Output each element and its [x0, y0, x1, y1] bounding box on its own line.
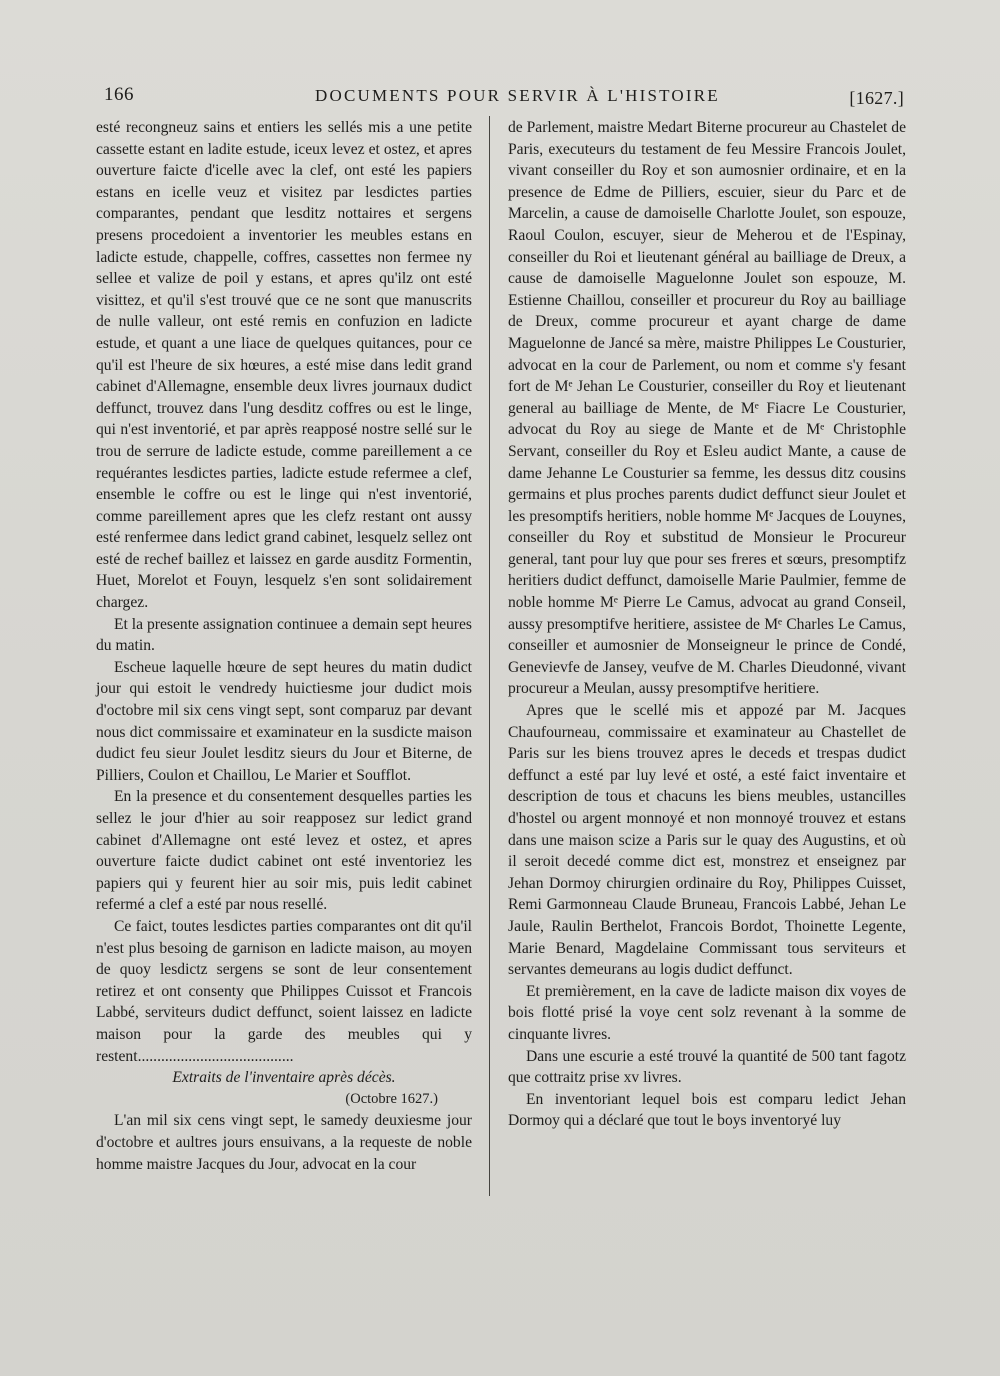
paragraph: Escheue laquelle hœure de sept heures du matin dudict jour qui estoit le vendredy huictiesme jour dudict mois d'octobre mil six cens vingt sept, sont comparuz par devant nous dict commissaire et examinateur en la susdicte maison dudict feu sieur Joulet lesditz sieurs du Jour et Biterne, de Pilliers, Coulon et Chaillou, Le Marier et Soufflot. — [96, 658, 472, 784]
section-subheading: Extraits de l'inventaire après décès. — [172, 1069, 396, 1087]
paragraph: L'an mil six cens vingt sept, le samedy deuxiesme jour d'octobre et aultres jours ensuivans, a la requeste de noble homme maistre Jacques du Jour, advocat en la cour — [96, 1112, 472, 1173]
paragraph: En inventoriant lequel bois est comparu ledict Jehan Dormoy qui a déclaré que tout le boys inventoryé luy — [508, 1090, 906, 1130]
paragraph: Dans une escurie a esté trouvé la quantité de 500 tant fagotz que cottraitz prise xv livres. — [508, 1047, 906, 1087]
running-title: DOCUMENTS POUR SERVIR À L'HISTOIRE — [315, 86, 720, 105]
paragraph: Et la presente assignation continuee a demain sept heures du matin. — [96, 615, 472, 655]
paragraph: En la presence et du consentement desquelles parties les sellez le jour d'hier au soir reapposez sur ledict grand cabinet d'Allemagne ont esté levez et ostez, et apres ouverture faicte dudict cabinet ont esté inventoriez les papiers qui y feurent hier au soir mis, puis ledit cabinet refermé a clef a esté par nous resellé. — [96, 788, 472, 914]
paragraph — [96, 916, 472, 1067]
paragraph: esté recongneuz sains et entiers les sellés mis a une petite cassette estant en ladite estude, iceux levez et ostez, et apres ouverture faicte d'icelle avec la clef, ont esté les papiers estans en icelle veuz et visitez par lesdictes parties comparantes, pendant que lesditz nottaires et sergens presens procedoient a inventorier les meubles estans en ladicte estude, chappelle, coffres, cassettes non fermee ny sellee et valize de poil y estans, et apres qu'ilz ont esté visittez, et qu'il s'est trouvé que ce ne sont que manuscrits de nulle valleur, ont esté remis en confuzion en ladicte estude, et quant a une liace de quelques quitances, pour ce qu'il est l'heure de six hœures, a esté mise dans ledit grand cabinet d'Allemagne, ensemble deux livres journaux dudict deffunct, trouvez dans l'ung desditz coffres ou est le linge, qui n'est inventorié, et par après reapposé nostre sellé sur le trou de serrure de ladicte estude, comme pareillement a ce requérantes lesdictes parties, ladicte estude refermee a clef, ensemble le coffre ou est le linge qui n'est inventorié, comme pareillement apres que les clefz restant ont aussy esté renfermee dans ledict grand cabinet, lesquelz sellez ont esté de rechef baillez et laissez en garde ausditz Formentin, Huet, Morelot et Fouyn, lesquelz s'en sont solidairement chargez. — [96, 119, 472, 612]
header-year: [1627.] — [849, 88, 904, 108]
paragraph-text: Ce faict, toutes lesdictes parties comparantes ont dit qu'il n'est plus besoing de garnison en ladicte maison, au moyen de quoy lesdictz sergens se sont de leur consentement retirez et ont consenty que Philippes Cuissot et Francois Labbé, serviteurs dudict deffunct, soient laissez en ladicte maison pour la garde des meubles qui y restent — [96, 917, 472, 1065]
leader-dots: ........................................ — [137, 1047, 294, 1065]
paragraph: Et premièrement, en la cave de ladicte maison dix voyes de bois flotté prisé la voye cent solz revenant à la somme de cinquante livres. — [508, 982, 906, 1043]
left-column — [96, 117, 472, 1175]
date-note: (Octobre 1627.) — [345, 1090, 438, 1107]
right-column — [508, 117, 906, 1132]
page-header — [100, 84, 908, 114]
paragraph: de Parlement, maistre Medart Biterne procureur au Chastelet de Paris, executeurs du testament de feu Messire Francois Joulet, vivant conseiller du Roy et son aumosnier ordinaire, et en la presence de Edme de Pilliers, escuier, sieur du Parc et de Marcelin, a cause de damoiselle Charlotte Joulet, son espouze, Raoul Coulon, escuyer, sieur de Meherou et de l'Espinay, conseiller du Roi et lieutenant général au bailliage de Dreux, a cause de damoiselle Maguelonne Joulet son espouze, M. Estienne Chaillou, conseiller et procureur du Roy au bailliage de Dreux, comme procureur et ayant charge de dame Maguelonne de Jancé sa mère, maistre Philippes Le Cousturier, advocat en la cour de Parlement, ou nom et comme s'y fesant fort de Mᵉ Jehan Le Cousturier, conseiller du Roy et lieutenant general au bailliage de Mente, de Mᵉ Fiacre Le Cousturier, advocat du Roy au siege de Mante et de Mᵉ Christophle Servant, conseiller du Roy et Esleu audict Mante, a cause de dame Jehanne Le Cousturier sa femme, les dessus ditz cousins germains et plus proches parents dudict deffunct sieur Joulet et les presomptifs heritiers, noble homme Mᵉ Jacques de Louynes, conseiller du Roy et substitud de Monsieur le Procureur general, tant pour luy que pour ses freres et sœurs, presomptifz heritiers dudict deffunct, damoiselle Marie Paulmier, femme de noble homme Mᵉ Pierre Le Camus, advocat au grand Conseil, aussy presomptifve heritiere, assistee de Mᵉ Charles Le Camus, conseiller et aumosnier de Monseigneur le prince de Condé, Genevievfe de Jansey, veufve de M. Charles Dieudonné, vivant procureur a Meulan, aussy presomptifve heritiere. — [508, 119, 906, 698]
paragraph: Apres que le scellé mis et appozé par M. Jacques Chaufourneau, commissaire et examinateur au Chastellet de Paris sur les biens trouvez apres le deceds et trespas dudict deffunct a esté par luy levé et osté, a esté faict inventaire et description de tous et chacuns les biens meubles, ustancilles d'hostel ou argent monnoyé et non monnoyé trouvez et estans dans une maison scize a Paris sur le quay des Augustins, et où il seroit decedé comme dict est, monstrez et enseignez par Jehan Dormoy chirurgien ordinaire du Roy, Philippes Cuisset, Remi Garmonneau Claude Bruneau, Francois Labbé, Jehan Le Jaule, Raulin Berthelot, Francois Bordot, Thoinette Legente, Marie Benard, Magdelaine Commissant tous serviteurs et servantes demeurans au logis dudict deffunct. — [508, 702, 906, 979]
page-number: 166 — [104, 84, 134, 105]
column-divider — [489, 116, 490, 1196]
